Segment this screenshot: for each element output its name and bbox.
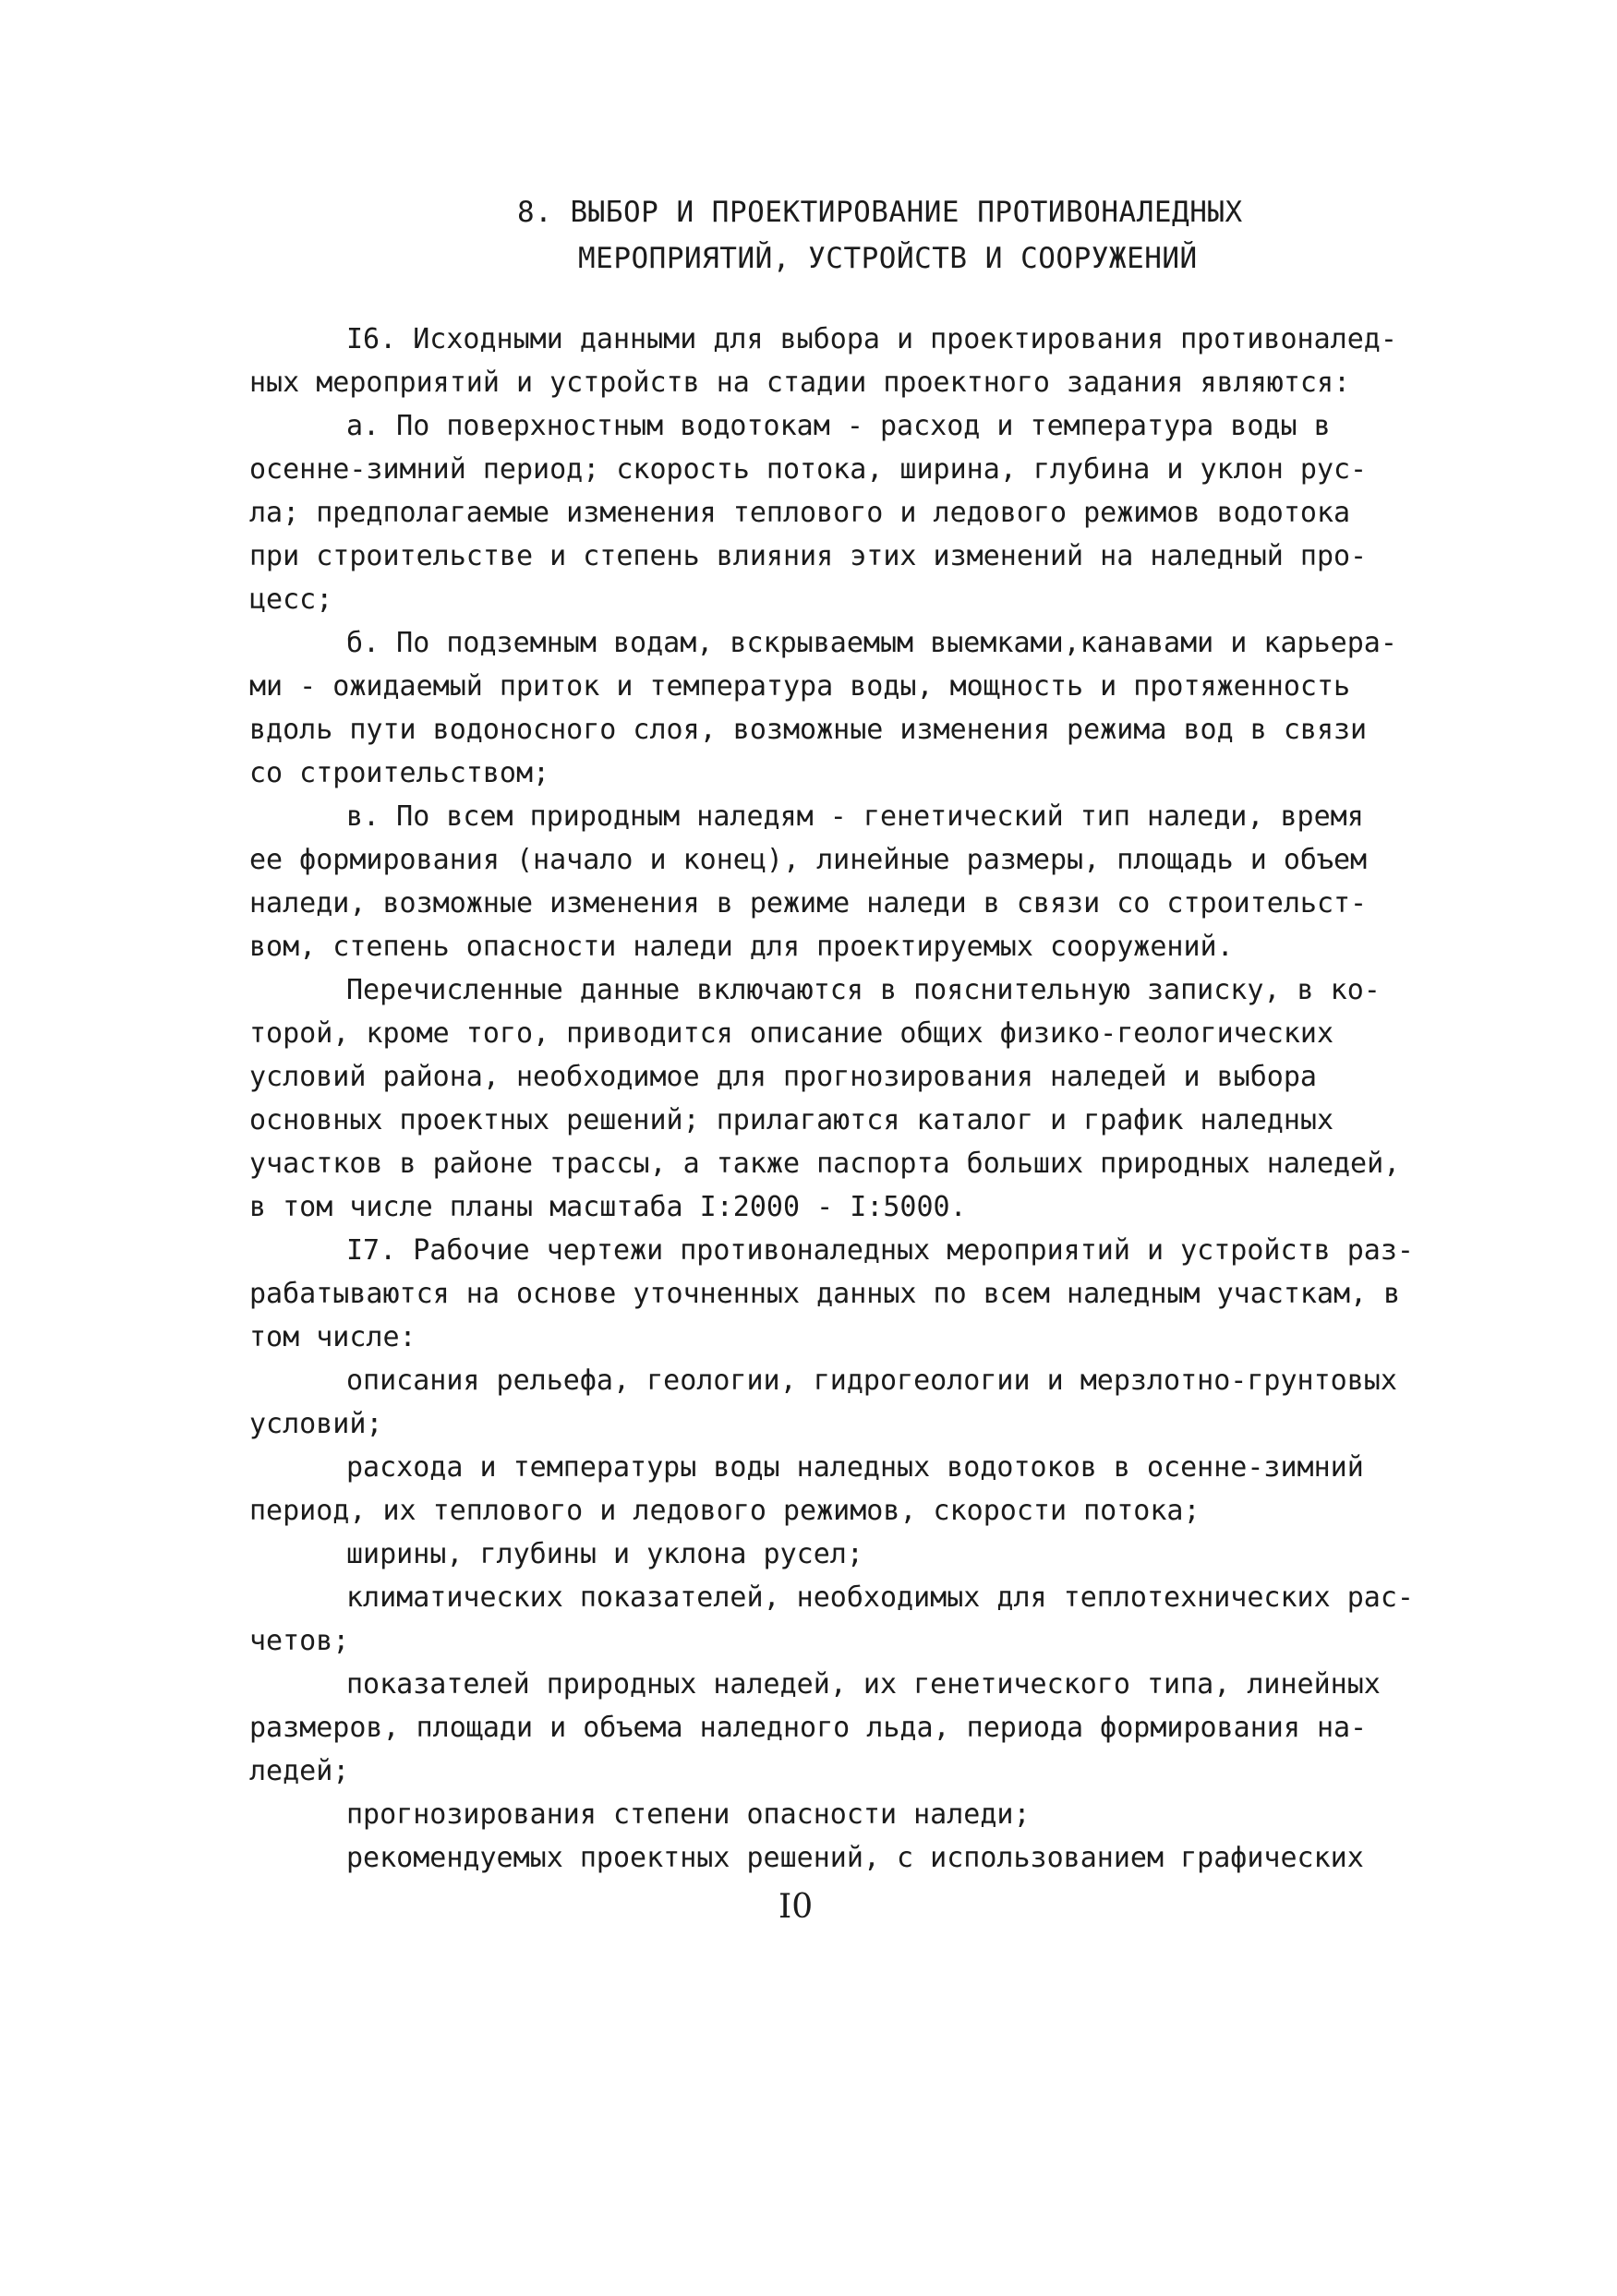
- text-line: описания рельефа, геологии, гидрогеологии и мерзлотно-грунтовых: [346, 1364, 1397, 1397]
- text-line: вдоль пути водоносного слоя, возможные изменения режима вод в связи: [249, 714, 1368, 746]
- text-line: основных проектных решений; прилагаются каталог и график наледных: [249, 1104, 1333, 1136]
- text-line: ми - ожидаемый приток и температура воды, мощность и протяженность: [249, 670, 1351, 703]
- text-line: условий;: [249, 1408, 383, 1440]
- text-line: расхода и температуры воды наледных водотоков в осенне-зимний: [346, 1451, 1364, 1484]
- text-line: период, их теплового и ледового режимов, скорости потока;: [249, 1495, 1201, 1527]
- text-line: четов;: [249, 1625, 350, 1657]
- page-number: I0: [778, 1888, 814, 1926]
- text-line: том числе:: [249, 1321, 416, 1353]
- text-line: осенне-зимний период; скорость потока, ширина, глубина и уклон рус-: [249, 453, 1368, 486]
- text-line: размеров, площади и объема наледного льда, периода формирования на-: [249, 1712, 1368, 1744]
- text-line: условий района, необходимое для прогнозирования наледей и выбора: [249, 1061, 1317, 1093]
- text-line: а. По поверхностным водотокам - расход и температура воды в: [346, 410, 1331, 442]
- text-line: I7. Рабочие чертежи противоналедных мероприятий и устройств раз-: [346, 1234, 1414, 1267]
- text-line: со строительством;: [249, 757, 550, 789]
- text-line: Перечисленные данные включаются в пояснительную записку, в ко-: [346, 974, 1381, 1006]
- text-line: в. По всем природным наледям - генетический тип наледи, время: [346, 800, 1364, 833]
- text-line: вом, степень опасности наледи для проектируемых сооружений.: [249, 931, 1234, 963]
- text-line: ных мероприятий и устройств на стадии проектного задания являются:: [249, 367, 1351, 399]
- text-line: ла; предполагаемые изменения теплового и ледового режимов водотока: [249, 497, 1351, 529]
- text-line: климатических показателей, необходимых для теплотехнических рас-: [346, 1581, 1414, 1614]
- text-line: рекомендуемых проектных решений, с использованием графических: [346, 1842, 1364, 1874]
- text-line: рабатываются на основе уточненных данных по всем наледным участкам, в: [249, 1278, 1401, 1310]
- text-line: в том числе планы масштаба I:2000 - I:5000.: [249, 1191, 967, 1223]
- text-line: наледи, возможные изменения в режиме наледи в связи со строительст-: [249, 887, 1368, 920]
- text-line: б. По подземным водам, вскрываемым выемками,канавами и карьера-: [346, 627, 1397, 659]
- section-title-line-2: МЕРОПРИЯТИЙ, УСТРОЙСТВ И СООРУЖЕНИЙ: [578, 242, 1198, 275]
- text-line: участков в районе трассы, а также паспорта больших природных наледей,: [249, 1148, 1401, 1180]
- text-line: торой, кроме того, приводится описание общих физико-геологических: [249, 1017, 1333, 1050]
- section-heading: [517, 189, 1348, 282]
- text-line: ледей;: [249, 1755, 350, 1787]
- text-line: I6. Исходными данными для выбора и проектирования противоналед-: [346, 323, 1397, 355]
- text-line: прогнозирования степени опасности наледи;: [346, 1798, 1031, 1831]
- text-line: ширины, глубины и уклона русел;: [346, 1538, 863, 1570]
- text-line: при строительстве и степень влияния этих изменений на наледный про-: [249, 540, 1368, 572]
- text-line: ее формирования (начало и конец), линейные размеры, площадь и объем: [249, 844, 1368, 876]
- text-line: цесс;: [249, 583, 333, 616]
- text-line: показателей природных наледей, их генетического типа, линейных: [346, 1668, 1381, 1701]
- section-title-line-1: 8. ВЫБОР И ПРОЕКТИРОВАНИЕ ПРОТИВОНАЛЕДНЫХ: [517, 196, 1243, 229]
